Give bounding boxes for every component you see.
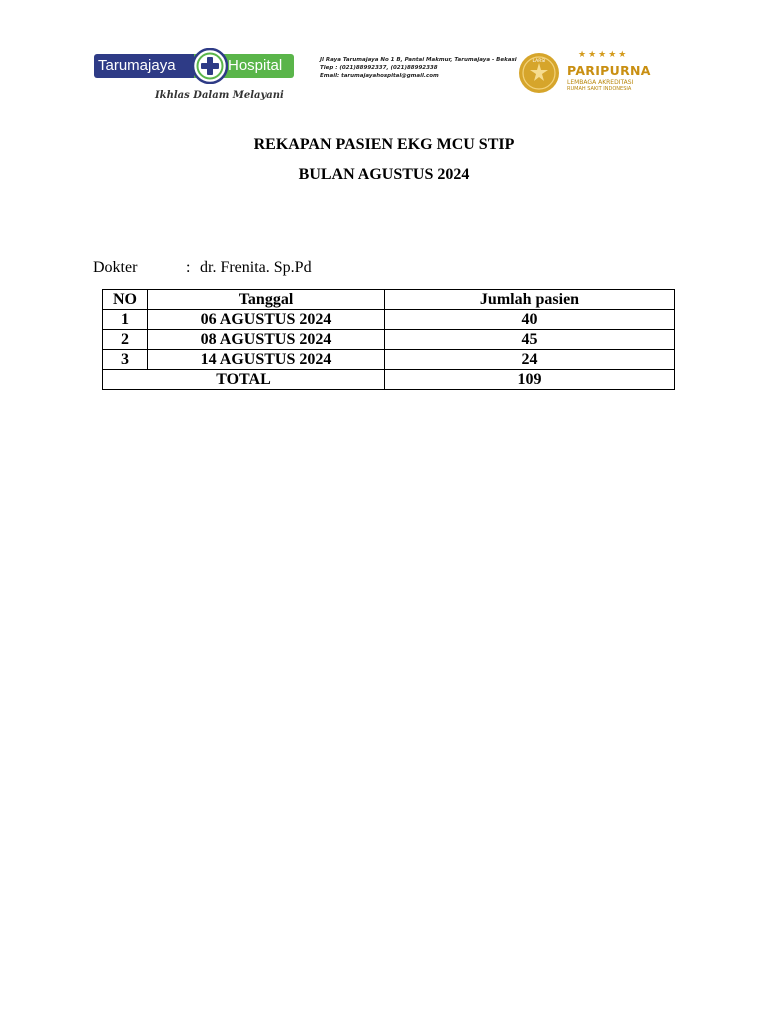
phone-line: Tlep : (021)88992337, (021)88992338 [320,65,438,71]
accreditation-badge [518,52,658,96]
address-line: Jl Raya Tarumajaya No 1 B, Pantai Makmur, Tarumajaya - Bekasi [320,57,517,63]
cell-tanggal: 14 AGUSTUS 2024 [148,350,385,370]
seal-text: LARSI [532,59,546,64]
accreditation-name: PARIPURNA [567,63,651,78]
cell-no: 3 [103,350,148,370]
accreditation-sub1: LEMBAGA AKREDITASI [567,79,634,86]
header-jumlah: Jumlah pasien [385,290,675,310]
cell-tanggal: 06 AGUSTUS 2024 [148,310,385,330]
accreditation-stars: ★★★★★ [578,50,629,60]
document-title: REKAPAN PASIEN EKG MCU STIP [253,136,515,153]
doctor-line [93,259,312,277]
table-header-row [103,290,675,310]
cell-no: 2 [103,330,148,350]
hospital-logo [94,48,296,108]
total-label: TOTAL [103,370,385,390]
accreditation-seal-icon [518,52,560,94]
recap-table [102,289,675,390]
total-value: 109 [385,370,675,390]
logo-text-right: Hospital [194,54,294,78]
table-row [103,350,675,370]
doctor-separator: : [186,259,191,276]
medical-cross-icon [192,48,228,84]
cell-jumlah: 45 [385,330,675,350]
cell-jumlah: 40 [385,310,675,330]
table-row [103,330,675,350]
hospital-address [320,56,517,80]
logo-text-left: Tarumajaya [94,54,194,78]
hospital-tagline: Ikhlas Dalam Melayani [155,90,284,101]
header-no: NO [103,290,148,310]
cell-jumlah: 24 [385,350,675,370]
accreditation-sub2: RUMAH SAKIT INDONESIA [567,86,632,92]
cell-no: 1 [103,310,148,330]
document-subtitle: BULAN AGUSTUS 2024 [298,166,470,183]
table-total-row [103,370,675,390]
doctor-name: dr. Frenita. Sp.Pd [200,259,312,276]
table-row [103,310,675,330]
email-line: Email: tarumajayahospital@gmail.com [320,73,439,79]
doctor-label: Dokter [93,259,138,276]
cell-tanggal: 08 AGUSTUS 2024 [148,330,385,350]
header-tanggal: Tanggal [148,290,385,310]
